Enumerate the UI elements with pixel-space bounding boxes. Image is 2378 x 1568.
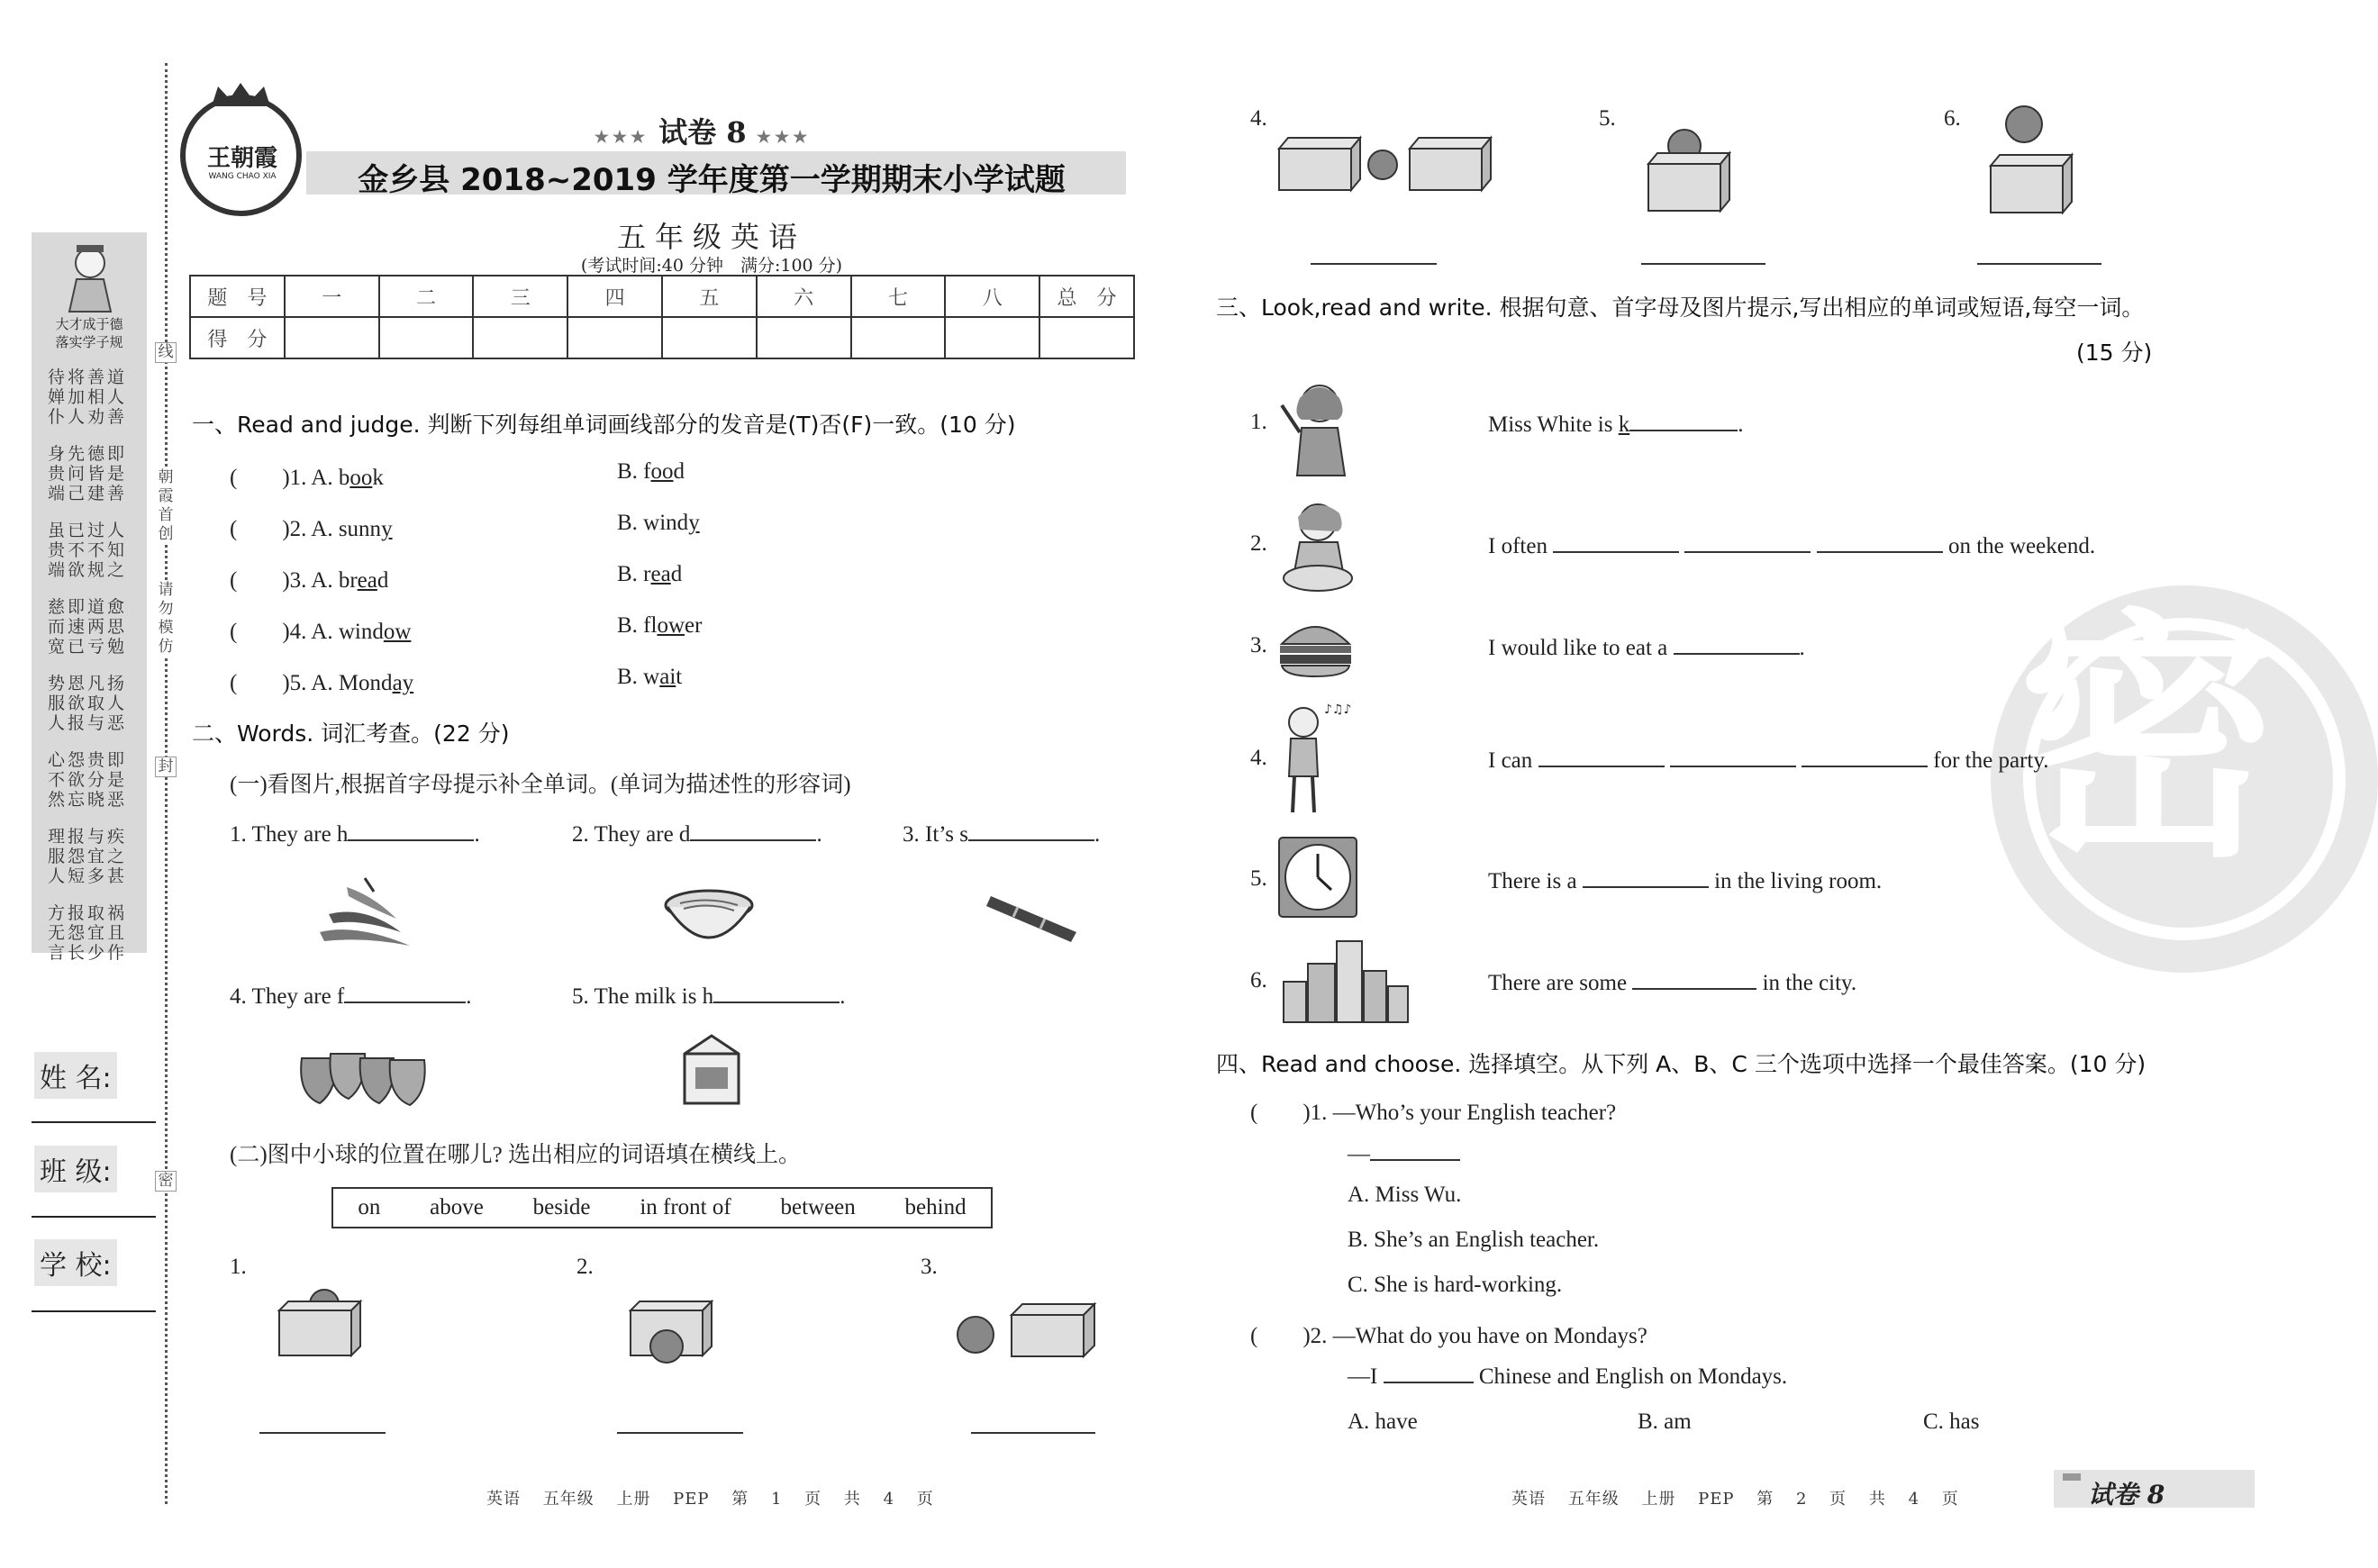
motto-block: 方报取祸 无怨宜且 言长少作 <box>48 903 128 963</box>
write-item-6 <box>1488 968 1856 996</box>
scholar-icon <box>59 240 122 313</box>
boy-singing-icon <box>1275 695 1374 817</box>
word-bank <box>331 1187 993 1228</box>
underlined-part: oo <box>349 466 373 490</box>
item-number: ( )4. A. <box>230 620 339 644</box>
answer-blank[interactable] <box>713 982 840 1003</box>
underlined-part: y <box>688 511 700 535</box>
picture-number: 6. <box>1250 968 1267 992</box>
vertical-note: 请勿模仿 <box>155 581 177 657</box>
crown-icon <box>207 81 275 108</box>
judge-item-3-b <box>617 562 682 587</box>
answer-blank[interactable] <box>1384 1362 1474 1383</box>
picture-number: 3. <box>921 1255 938 1279</box>
picture-number: 2. <box>1250 531 1267 556</box>
choice-option[interactable]: A. Miss Wu. <box>1348 1183 1462 1207</box>
underlined-part: ow <box>657 613 685 638</box>
score-header-cell: 六 <box>757 276 851 317</box>
write-item-2 <box>1488 531 2095 559</box>
item-number: ( )5. A. <box>230 671 339 695</box>
judge-item-5 <box>230 665 413 697</box>
judge-item-2 <box>230 511 393 543</box>
motto-block: 虽已过人 贵不不知 端欲规之 <box>48 521 128 580</box>
svg-text:♪♫♪: ♪♫♪ <box>1324 702 1352 717</box>
judge-item-5-b <box>617 665 682 690</box>
ball-on-box-icon <box>270 1288 369 1360</box>
word-part: k <box>372 466 384 490</box>
choice-option[interactable]: B. am <box>1638 1409 1692 1434</box>
picture-number: 5. <box>1250 866 1267 891</box>
brand-name: 王朝霞 <box>206 145 277 172</box>
strawberries-icon <box>293 1040 437 1108</box>
star-icon: ★★★ <box>594 128 649 147</box>
word-part: d <box>670 562 683 586</box>
choice-option[interactable]: C. She is hard-working. <box>1348 1273 1563 1297</box>
score-header-cell: 二 <box>379 276 474 317</box>
hamburger-icon <box>1277 617 1354 680</box>
word-item-3: 3. It’s s . <box>903 820 1100 847</box>
picture-number: 4. <box>1250 746 1267 770</box>
cut-line <box>165 63 168 1504</box>
score-cell[interactable] <box>567 317 662 358</box>
choice-option[interactable]: B. She’s an English teacher. <box>1348 1228 1600 1252</box>
word-part: wind <box>338 620 384 644</box>
brand-logo <box>180 95 302 216</box>
item-number: ( )2. A. <box>230 517 339 541</box>
sentence-part: —I <box>1348 1364 1384 1389</box>
score-header-cell: 五 <box>662 276 757 317</box>
answer-blank[interactable] <box>259 1412 386 1434</box>
score-header-cell: 三 <box>473 276 567 317</box>
score-header-cell: 七 <box>851 276 946 317</box>
sentence-part: There is a <box>1488 869 1583 893</box>
answer-blank[interactable] <box>690 820 816 841</box>
answer-blank[interactable] <box>1538 746 1665 767</box>
word-item-2: 2. They are d . <box>572 820 822 847</box>
word-item-4: 4. They are f . <box>230 982 472 1010</box>
section3-heading: 三、Look,read and write. 根据句意、首字母及图片提示,写出相应的单词或短语,每空一词。 <box>1216 295 2145 321</box>
picture-number: 1. <box>1250 410 1267 434</box>
sugarcane-icon <box>986 883 1085 946</box>
brand-sub: WANG CHAO XIA <box>208 172 277 181</box>
score-header-cell: 四 <box>567 276 662 317</box>
word-part: d <box>673 459 685 484</box>
word-part: d <box>377 568 389 593</box>
word-part: Mond <box>338 671 393 695</box>
word-part: B. wind <box>617 511 689 535</box>
word-part: B. fl <box>617 613 658 638</box>
score-cell[interactable] <box>473 317 567 358</box>
ball-beside-box-icon <box>950 1297 1108 1360</box>
answer-blank[interactable] <box>971 1412 1095 1434</box>
section2-part1-heading: (一)看图片,根据首字母提示补全单词。(单词为描述性的形容词) <box>230 773 851 797</box>
motto-block: 待将善道 婵加相人 仆人劝善 <box>48 367 128 427</box>
exam-title: 金乡县 2018~2019 学年度第一学期期末小学试题 <box>358 162 1066 198</box>
school-field[interactable] <box>32 1310 156 1312</box>
answer-blank[interactable] <box>1583 866 1709 888</box>
answer-blank[interactable] <box>1684 531 1811 553</box>
word-part: br <box>338 568 358 593</box>
word-prompt: 3. It’s s <box>903 822 968 847</box>
paper-label: 试卷 8 <box>658 115 747 150</box>
underlined-part: ow <box>383 620 412 644</box>
section1-heading: 一、Read and judge. 判断下列每组单词画线部分的发音是(T)否(F)一致。(10 分) <box>192 412 1016 438</box>
ball-between-boxes-icon <box>1275 131 1500 194</box>
sentence-part: in the living room. <box>1708 869 1883 893</box>
sentence-part: for the party. <box>1928 748 2049 773</box>
underlined-part: ai <box>659 665 676 689</box>
score-header-cell: 八 <box>945 276 1039 317</box>
score-table <box>189 275 1135 359</box>
corner-decor <box>2063 1473 2081 1481</box>
sentence-part: . <box>1738 412 1744 437</box>
word-bank-option: behind <box>904 1195 967 1219</box>
page-footer: 英语 五年级 上册 PEP 第 1 页 共 4 页 <box>486 1490 934 1509</box>
picture-number: 2. <box>576 1255 594 1279</box>
clock-icon <box>1277 836 1358 919</box>
ball-in-front-of-box-icon <box>622 1292 721 1369</box>
city-buildings-icon <box>1279 937 1414 1027</box>
score-cell[interactable] <box>379 317 474 358</box>
underlined-part: oo <box>650 459 674 484</box>
judge-item-4-b <box>617 613 702 639</box>
milk-carton-icon <box>676 1031 748 1108</box>
score-cell[interactable] <box>945 317 1039 358</box>
underlined-part: ea <box>650 562 671 586</box>
word-part: B. w <box>617 665 660 689</box>
answer-blank[interactable] <box>1553 531 1679 553</box>
ball-above-box-icon <box>1986 101 2076 218</box>
write-item-5 <box>1488 866 1882 894</box>
answer-blank[interactable] <box>1977 243 2101 265</box>
answer-blank[interactable] <box>1632 968 1756 990</box>
first-letter-hint: k <box>1618 412 1630 437</box>
girl-washing-clothes-icon <box>1275 495 1365 594</box>
section4-heading: 四、Read and choose. 选择填空。从下列 A、B、C 三个选项中选择一个最佳答案。(10 分) <box>1216 1051 2147 1077</box>
confidential-stamp <box>1991 585 2378 973</box>
name-field[interactable] <box>32 1121 156 1123</box>
sentence-part: in the city. <box>1756 971 1857 995</box>
underlined-part: ay <box>392 671 414 695</box>
cut-tag-secret: 密 <box>155 1171 177 1192</box>
motto-block: 势恩凡扬 服欲取人 人报与恶 <box>48 674 128 733</box>
word-part: sunn <box>338 517 382 541</box>
time-info: (考试时间:40 分钟 满分:100 分) <box>580 256 843 276</box>
judge-item-3 <box>230 562 388 594</box>
picture-number: 3. <box>1250 633 1267 657</box>
motto-block: 身先德即 贵问皆是 端己建善 <box>48 444 128 503</box>
picture-number: 6. <box>1944 106 1961 131</box>
name-field-label: 姓 名: <box>34 1052 117 1099</box>
word-prompt: 2. They are d <box>572 822 691 847</box>
teacher-waving-icon <box>1275 378 1360 477</box>
score-header-cell: 一 <box>285 276 379 317</box>
word-bank-option: in front of <box>640 1195 731 1219</box>
answer-blank[interactable] <box>1370 1139 1460 1161</box>
word-prompt: 5. The milk is h <box>572 984 714 1009</box>
motto-block: 心怨贵即 不欲分是 然忘晓恶 <box>48 750 128 810</box>
word-bank-option: beside <box>532 1195 591 1219</box>
word-item-1: 1. They are h . <box>230 820 480 847</box>
sentence-part: I often <box>1488 534 1554 558</box>
sentence-part: on the weekend. <box>1942 534 2096 558</box>
word-item-5: 5. The milk is h . <box>572 982 845 1010</box>
item-number: ( )1. A. <box>230 466 339 490</box>
score-cell[interactable] <box>851 317 946 358</box>
score-cell[interactable] <box>662 317 757 358</box>
paper-number <box>567 110 838 151</box>
margin-motto-strip <box>32 232 147 963</box>
write-item-3 <box>1488 633 1805 661</box>
score-table-header-row <box>190 276 1134 317</box>
word-bank-option: above <box>430 1195 484 1219</box>
word-prompt: 1. They are h <box>230 822 349 847</box>
answer-blank[interactable] <box>968 820 1094 841</box>
word-part: b <box>338 466 350 490</box>
answer-blank[interactable] <box>1802 746 1928 767</box>
write-item-1 <box>1488 410 1743 438</box>
score-table-score-row <box>190 317 1134 358</box>
word-part: t <box>676 665 683 689</box>
corner-paper-label: 试卷 8 <box>2088 1480 2165 1509</box>
star-icon: ★★★ <box>756 128 812 147</box>
item-number: ( )3. A. <box>230 568 339 593</box>
answer-blank[interactable] <box>344 982 466 1003</box>
answer-blank[interactable] <box>348 820 474 841</box>
write-item-4 <box>1488 746 2048 774</box>
judge-item-4 <box>230 613 411 646</box>
judge-item-2-b <box>617 511 700 536</box>
word-part: B. f <box>617 459 651 484</box>
answer-blank[interactable] <box>1641 243 1765 265</box>
sentence-part: Chinese and English on Mondays. <box>1473 1364 1788 1389</box>
chili-peppers-icon <box>311 869 419 955</box>
motto-line-2: 落实学子规 <box>55 334 123 350</box>
cut-tag-seal: 封 <box>155 757 177 777</box>
picture-number: 5. <box>1599 106 1616 131</box>
motto-caption <box>39 315 140 351</box>
word-part: er <box>685 613 703 638</box>
answer-blank[interactable] <box>617 1412 743 1434</box>
score-row-label: 得 分 <box>190 317 285 358</box>
score-cell[interactable] <box>1039 317 1134 358</box>
score-header-cell: 题 号 <box>190 276 285 317</box>
answer-blank[interactable] <box>1670 746 1796 767</box>
answer-blank[interactable] <box>1817 531 1943 553</box>
vertical-note: 朝霞首创 <box>155 468 177 544</box>
choice-question-2-reply <box>1348 1362 1787 1390</box>
answer-blank[interactable] <box>1629 410 1738 431</box>
school-field-label: 学 校: <box>34 1239 117 1286</box>
word-bank-option: on <box>358 1195 381 1219</box>
judge-item-1-b <box>617 459 685 485</box>
judge-item-1 <box>230 459 384 492</box>
score-cell[interactable] <box>757 317 851 358</box>
motto-line-1: 大才成于德 <box>55 316 123 332</box>
choice-question-1-reply <box>1348 1139 1460 1167</box>
subject-title: 五年级英语 <box>616 220 806 254</box>
sentence-part: There are some <box>1488 971 1633 995</box>
sentence-part: Miss White is <box>1488 412 1619 437</box>
answer-blank[interactable] <box>1674 633 1800 655</box>
stamp-char: 密 <box>2018 589 2279 893</box>
word-bank-option: between <box>780 1195 856 1219</box>
picture-number: 4. <box>1250 106 1267 131</box>
section3-score: (15 分) <box>2076 340 2153 366</box>
motto-block: 理报与疾 服怨宜之 人短多甚 <box>48 827 128 886</box>
choice-option[interactable]: C. has <box>1923 1409 1980 1434</box>
class-field[interactable] <box>32 1216 156 1218</box>
motto-block: 慈即道愈 而速两思 宽已亏勉 <box>48 597 128 657</box>
answer-blank[interactable] <box>1311 243 1437 265</box>
choice-option[interactable]: A. have <box>1348 1409 1418 1434</box>
picture-number: 1. <box>230 1255 247 1279</box>
word-part: B. r <box>617 562 651 586</box>
score-header-cell: 总 分 <box>1039 276 1134 317</box>
sentence-part: I can <box>1488 748 1538 773</box>
page-footer: 英语 五年级 上册 PEP 第 2 页 共 4 页 <box>1511 1490 1959 1509</box>
choice-question-2: ( )2. —What do you have on Mondays? <box>1250 1324 1647 1348</box>
underlined-part: ea <box>357 568 377 593</box>
section2-heading: 二、Words. 词汇考查。(22 分) <box>192 721 510 747</box>
score-cell[interactable] <box>285 317 379 358</box>
dash: — <box>1348 1142 1370 1166</box>
sentence-part: . <box>1799 636 1805 660</box>
noodle-bowl-icon <box>662 878 757 955</box>
cut-tag-line: 线 <box>155 342 177 363</box>
class-field-label: 班 级: <box>34 1146 117 1192</box>
ball-on-top-of-box-icon <box>1644 126 1734 216</box>
word-prompt: 4. They are f <box>230 984 345 1009</box>
underlined-part: y <box>381 517 393 541</box>
choice-question-1: ( )1. —Who’s your English teacher? <box>1250 1101 1617 1125</box>
sentence-part: I would like to eat a <box>1488 636 1674 660</box>
section2-part2-heading: (二)图中小球的位置在哪儿? 选出相应的词语填在横线上。 <box>230 1143 801 1167</box>
